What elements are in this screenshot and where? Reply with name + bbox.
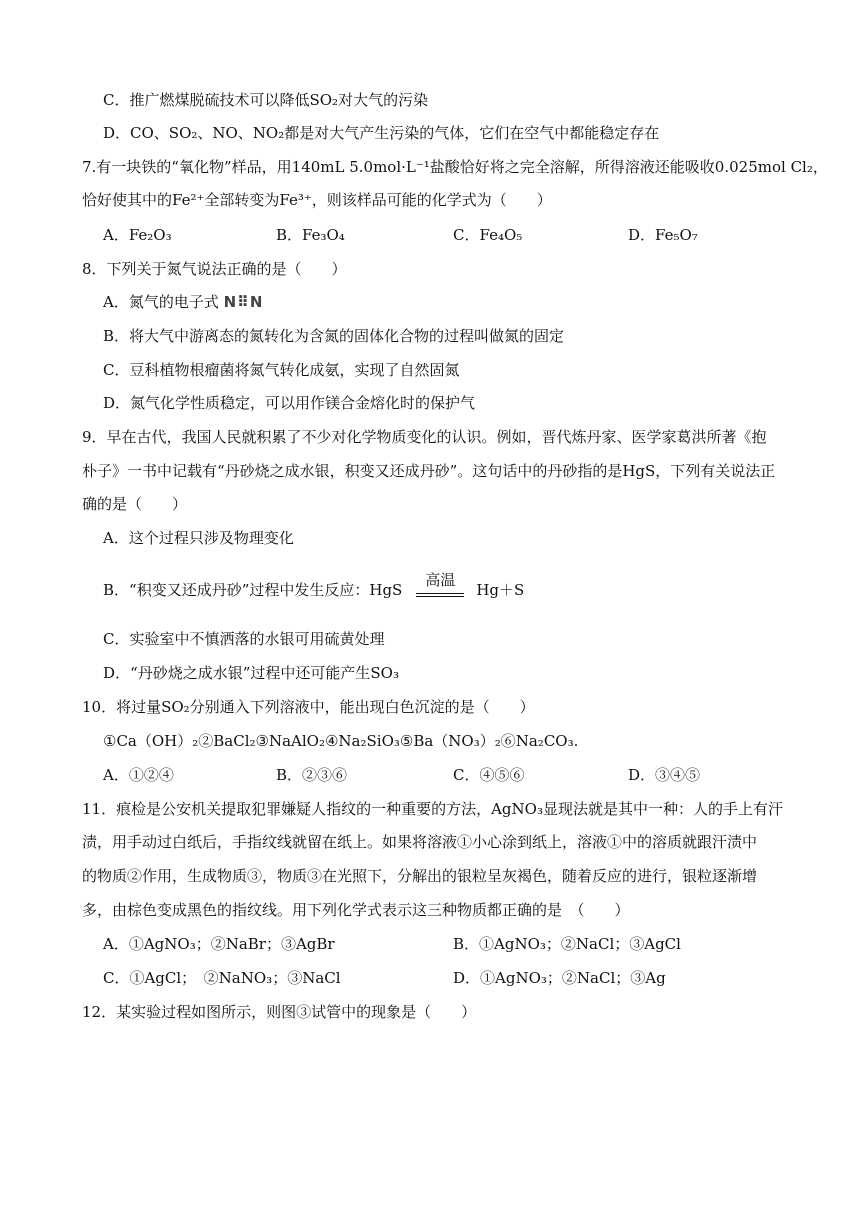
q6-option-d: D．CO、SO₂、NO、NO₂都是对大气产生污染的气体，它们在空气中都能稳定存在 (103, 124, 660, 142)
q11-stem-line1: 11．痕检是公安机关提取犯罪嫌疑人指纹的一种重要的方法，AgNO₃显现法就是其中一种：人的手上有汗 (82, 800, 783, 818)
nitrogen-electron-formula: N⠿N (223, 293, 264, 311)
q8-option-d: D．氮气化学性质稳定，可以用作镁合金熔化时的保护气 (103, 394, 476, 412)
q7-stem-line1: 7.有一块铁的“氧化物”样品，用140mL 5.0mol·L⁻¹盐酸恰好将之完全溶解，所得溶液还能吸收0.025mol Cl₂， (82, 158, 828, 176)
q7-option-d: D．Fe₅O₇ (628, 226, 698, 244)
q9-stem-line1: 9．早在古代，我国人民就积累了不少对化学物质变化的认识。例如，晋代炼丹家、医学家葛洪所著《抱 (82, 428, 767, 446)
equal-sign-top (416, 593, 464, 594)
q11-option-c: C．①AgCl； ②NaNO₃；③NaCl (103, 969, 341, 987)
q9-option-d: D．“丹砂烧之成水银”过程中还可能产生SO₃ (103, 664, 399, 682)
q9-option-b (103, 570, 524, 610)
q7-option-c: C．Fe₄O₅ (453, 226, 523, 244)
q7-option-a: A．Fe₂O₃ (103, 226, 172, 244)
q8-option-a (103, 292, 263, 312)
q10-option-a: A．①②④ (103, 766, 174, 784)
q9-option-c: C．实验室中不慎洒落的水银可用硫黄处理 (103, 630, 385, 648)
q10-option-d: D．③④⑤ (628, 766, 701, 784)
q10-solution-list: ①Ca（OH）₂②BaCl₂③NaAlO₂④Na₂SiO₃⑤Ba（NO₃）₂⑥Na₂CO₃. (103, 732, 579, 750)
q11-stem-line2: 渍，用手动过白纸后，手指纹线就留在纸上。如果将溶液①小心涂到纸上，溶液①中的溶质就跟汗渍中 (82, 833, 758, 851)
equal-sign-bottom (416, 596, 464, 597)
q9-option-b-text: B．“积变又还成丹砂”过程中发生反应：HgS (103, 581, 403, 599)
q10-option-b: B．②③⑥ (276, 766, 348, 784)
q11-stem-line3: 的物质②作用，生成物质③，物质③在光照下，分解出的银粒呈灰褐色，随着反应的进行，银粒逐渐增 (82, 867, 758, 885)
reaction-products: Hg＋S (476, 581, 525, 599)
q11-option-d: D．①AgNO₃；②NaCl；③Ag (453, 969, 666, 987)
reaction-condition: 高温 (425, 571, 456, 589)
q8-option-b: B．将大气中游离态的氮转化为含氮的固体化合物的过程叫做氮的固定 (103, 327, 565, 345)
q8-stem: 8．下列关于氮气说法正确的是（ ） (82, 260, 347, 278)
q11-option-b: B．①AgNO₃；②NaCl；③AgCl (453, 935, 681, 953)
q10-option-c: C．④⑤⑥ (453, 766, 525, 784)
q11-option-a: A．①AgNO₃；②NaBr；③AgBr (103, 935, 335, 953)
q11-stem-line4: 多，由棕色变成黑色的指纹线。用下列化学式表示这三种物质都正确的是 （ ） (82, 901, 630, 919)
q9-stem-line2: 朴子》一书中记载有“丹砂烧之成水银，积变又还成丹砂”。这句话中的丹砂指的是HgS，下列有关说法正 (82, 462, 776, 480)
reaction-condition-arrow (414, 571, 466, 611)
q9-option-a: A．这个过程只涉及物理变化 (103, 529, 294, 547)
q8-option-c: C．豆科植物根瘤菌将氮气转化成氨，实现了自然固氮 (103, 361, 460, 379)
q6-option-c: C．推广燃煤脱硫技术可以降低SO₂对大气的污染 (103, 91, 429, 109)
q9-stem-line3: 确的是（ ） (82, 495, 188, 513)
q7-stem-line2: 恰好使其中的Fe²⁺全部转变为Fe³⁺，则该样品可能的化学式为（ ） (82, 191, 552, 209)
q8-option-a-text: A．氮气的电子式 (103, 293, 219, 311)
q10-stem: 10．将过量SO₂分别通入下列溶液中，能出现白色沉淀的是（ ） (82, 698, 535, 716)
q7-option-b: B．Fe₃O₄ (276, 226, 345, 244)
q12-stem: 12．某实验过程如图所示，则图③试管中的现象是（ ） (82, 1003, 477, 1021)
